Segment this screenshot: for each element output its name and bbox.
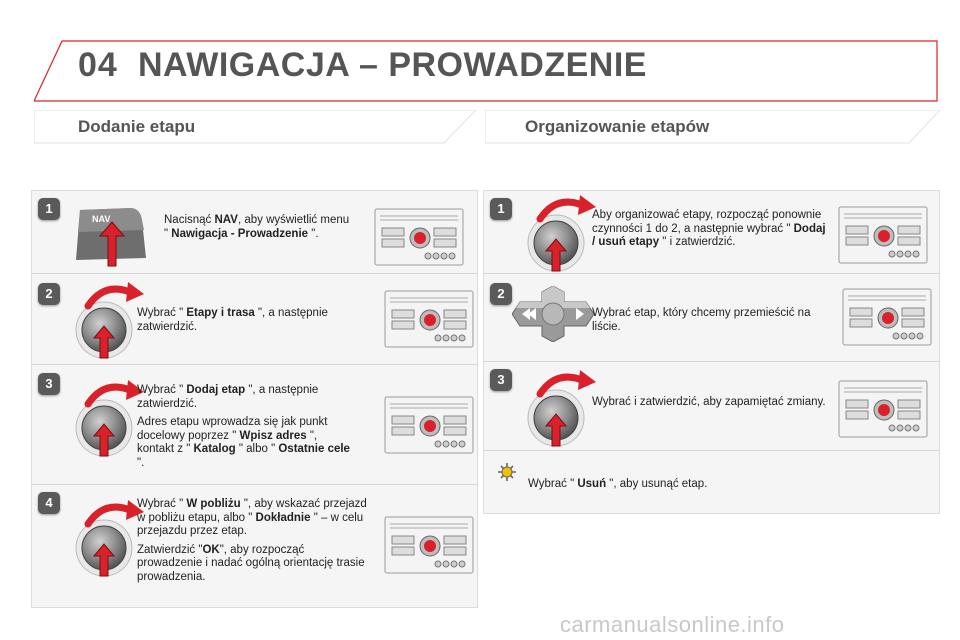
paragraph <box>592 209 827 250</box>
info-sun-icon <box>497 462 517 482</box>
paragraph <box>164 214 354 241</box>
text-run: Wybrać " <box>137 307 187 319</box>
text-run: Wybrać etap, który chcemy przemieścić na liście. <box>592 307 811 333</box>
tip-text <box>528 478 848 492</box>
radio-panel-icon <box>838 206 928 264</box>
watermark: carmanualsonline.info <box>560 612 785 637</box>
text-run: Aby organizować etapy, rozpocząć ponownie czynności 1 do 2, a następnie wybrać " <box>592 209 822 235</box>
paragraph <box>592 396 827 410</box>
step-number-badge: 1 <box>490 198 512 220</box>
right-step-1-text <box>592 209 827 255</box>
bold-term: Dodaj / usuń etapy <box>592 222 826 248</box>
text-run: ", aby rozpocząć prowadzenie i nadać ogólną orientację trasie prowadzenia. <box>137 543 365 583</box>
text-run: Nacisnąć <box>164 214 215 226</box>
text-run: " – w celu przejazdu przez etap. <box>137 511 364 537</box>
radio-panel-icon <box>384 516 474 574</box>
step-2-text <box>137 307 367 339</box>
text-run: " albo " <box>235 443 279 455</box>
paragraph <box>137 498 367 539</box>
text-run: Wybrać " <box>528 478 578 490</box>
step-number-badge: 2 <box>38 283 60 305</box>
paragraph <box>137 384 357 411</box>
text-run: ". <box>308 227 319 240</box>
rotary-knob-icon <box>522 370 602 448</box>
paragraph <box>137 307 367 334</box>
left-section-heading: Dodanie etapu <box>78 117 196 136</box>
divider <box>32 364 477 365</box>
bold-term: NAV <box>214 214 238 226</box>
bold-term: Etapy i trasa <box>186 307 255 319</box>
text-run: ", aby usunąć etap. <box>606 478 708 490</box>
text-run: ". <box>137 456 145 469</box>
text-run: Zatwierdzić " <box>137 543 203 556</box>
bold-term: Dokładnie <box>255 511 311 524</box>
divider <box>32 484 477 485</box>
step-number-badge: 1 <box>38 198 60 220</box>
text-run: ", kontakt z " <box>137 429 318 455</box>
text-run: ", a następnie zatwierdzić. <box>137 384 319 410</box>
radio-panel-icon <box>838 380 928 438</box>
directional-pad-icon <box>512 286 594 342</box>
divider <box>484 450 939 451</box>
right-section-heading: Organizowanie etapów <box>525 117 710 136</box>
text-run: , aby wyświetlić menu " <box>164 214 350 240</box>
divider <box>484 361 939 362</box>
step-number-badge: 2 <box>490 283 512 305</box>
bold-term: Katalog <box>193 443 236 455</box>
bold-term: OK <box>202 543 220 556</box>
step-number-badge: 3 <box>38 373 60 395</box>
radio-panel-icon <box>842 288 932 346</box>
step-1-text <box>164 214 354 246</box>
step-number-badge: 4 <box>38 492 60 514</box>
text-run: ", a następnie zatwierdzić. <box>137 307 328 333</box>
paragraph <box>592 307 827 334</box>
text-run: Wybrać i zatwierdzić, aby zapamiętać zmiany. <box>592 396 826 408</box>
radio-panel-icon <box>384 396 474 454</box>
paragraph <box>137 416 357 470</box>
paragraph <box>137 544 367 585</box>
radio-panel-icon <box>374 208 464 266</box>
nav-button-icon <box>70 200 152 268</box>
text-run: " i zatwierdzić. <box>659 236 736 248</box>
radio-panel-icon <box>384 290 474 348</box>
text-run: Wybrać " <box>137 384 187 396</box>
right-step-3-text <box>592 396 827 415</box>
text-run: Wybrać " <box>137 498 187 510</box>
page-title: NAWIGACJA – PROWADZENIE <box>138 46 647 84</box>
bold-term: Wpisz adres <box>239 429 307 442</box>
divider <box>484 273 939 274</box>
bold-term: Nawigacja - Prowadzenie <box>171 227 309 240</box>
step-number-badge: 3 <box>490 369 512 391</box>
step-3-text <box>137 384 357 475</box>
chapter-number: 04 <box>78 46 118 84</box>
nav-button-label: NAV <box>92 214 111 224</box>
bold-term: Dodaj etap <box>186 384 246 396</box>
bold-term: Usuń <box>577 478 607 490</box>
divider <box>32 273 477 274</box>
step-4-text <box>137 498 367 589</box>
rotary-knob-icon <box>522 195 602 273</box>
text-run: Adres etapu wprowadza się jak punkt docelowy poprzez " <box>137 416 328 442</box>
bold-term: W pobliżu <box>186 498 241 510</box>
bold-term: Ostatnie cele <box>278 443 350 455</box>
right-step-2-text <box>592 307 827 339</box>
text-run: ", aby wskazać przejazd w pobliżu etapu, albo " <box>137 498 367 524</box>
